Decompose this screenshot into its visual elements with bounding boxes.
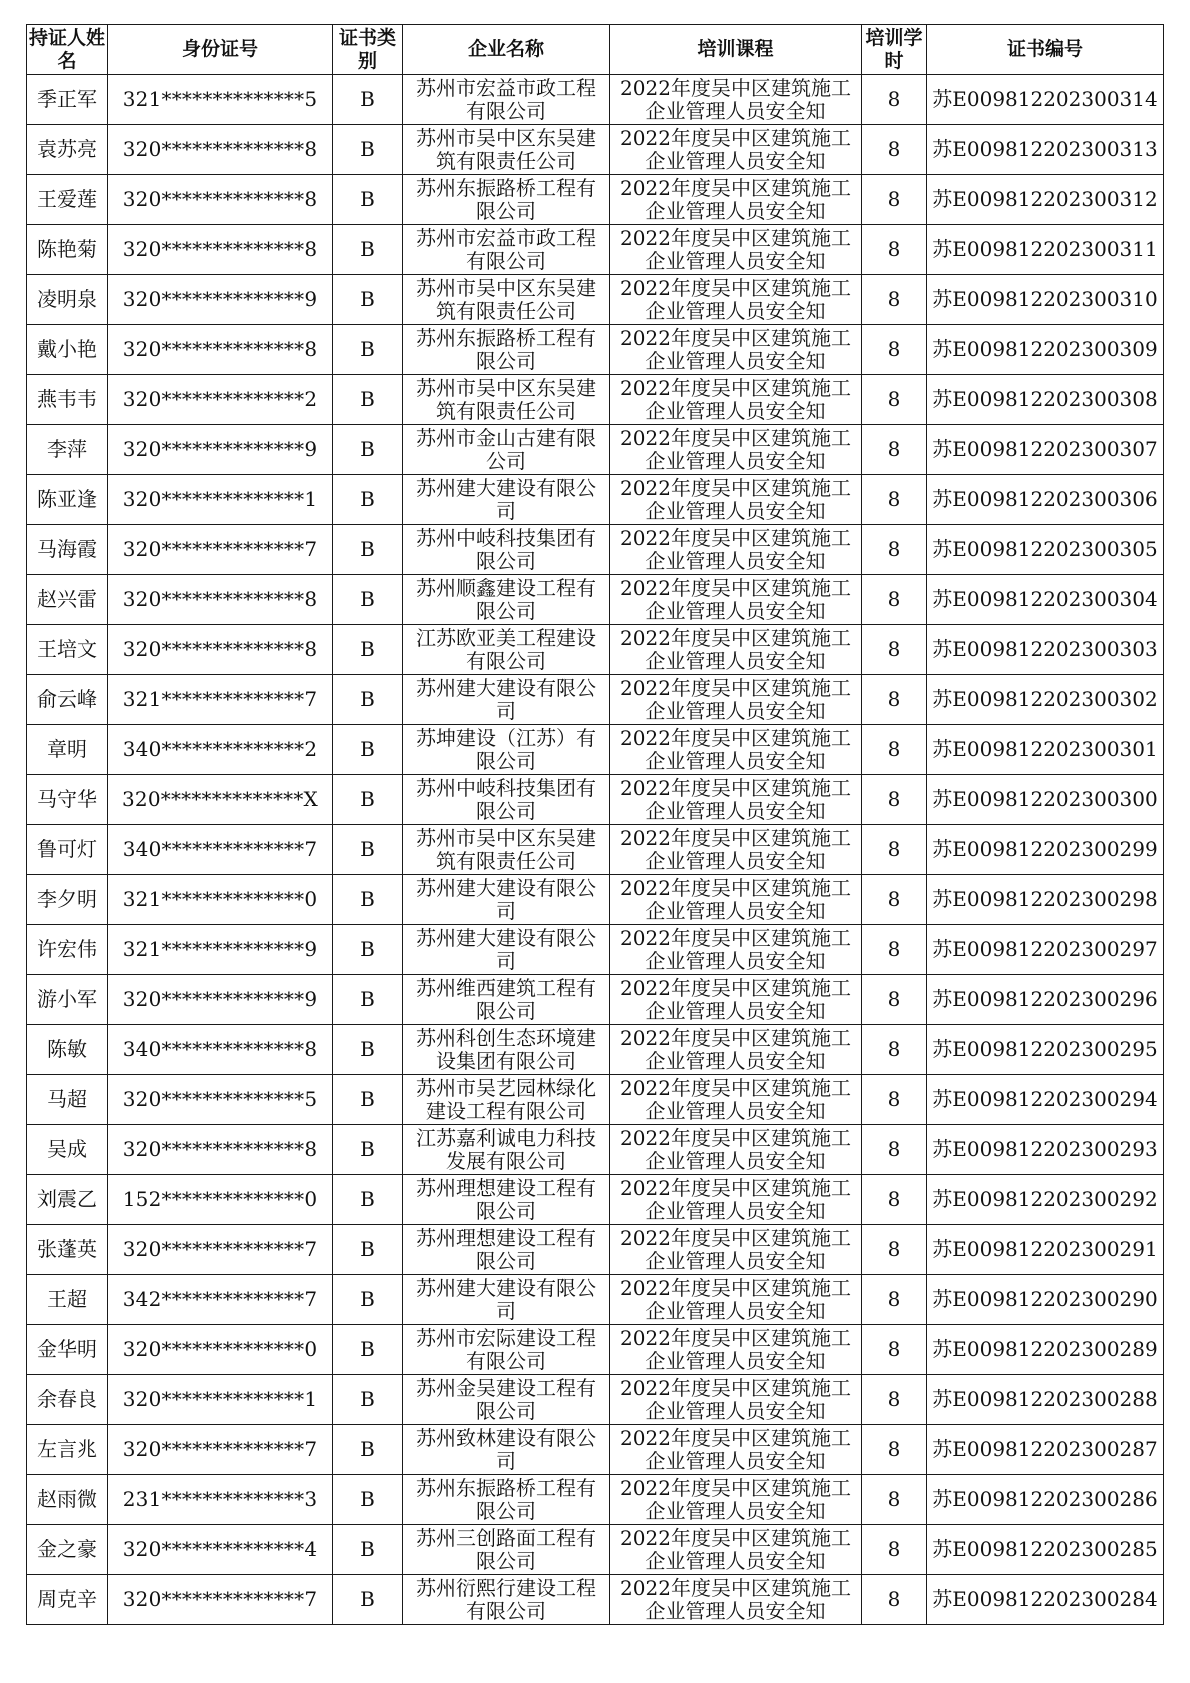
cell-company: 苏州市吴中区东吴建筑有限责任公司 — [403, 825, 610, 875]
cell-hours: 8 — [862, 475, 927, 525]
cell-company: 苏州顺鑫建设工程有限公司 — [403, 575, 610, 625]
cell-company: 苏州市宏益市政工程有限公司 — [403, 75, 610, 125]
cell-course: 2022年度吴中区建筑施工企业管理人员安全知 — [610, 225, 862, 275]
cell-company: 苏州建大建设有限公司 — [403, 925, 610, 975]
header-cert-number: 证书编号 — [927, 25, 1164, 75]
table-row — [27, 1525, 1164, 1575]
cell-category: B — [333, 125, 403, 175]
cell-course: 2022年度吴中区建筑施工企业管理人员安全知 — [610, 425, 862, 475]
cell-name: 季正军 — [27, 75, 108, 125]
cell-name: 王培文 — [27, 625, 108, 675]
cell-id-number: 320**************9 — [108, 425, 333, 475]
cell-category: B — [333, 1025, 403, 1075]
cell-name: 余春良 — [27, 1375, 108, 1425]
cell-category: B — [333, 1275, 403, 1325]
cell-hours: 8 — [862, 675, 927, 725]
table-row — [27, 1225, 1164, 1275]
cell-company: 苏州东振路桥工程有限公司 — [403, 1475, 610, 1525]
cell-hours: 8 — [862, 775, 927, 825]
certificate-table — [26, 24, 1164, 1625]
cell-cert-number: 苏E009812202300304 — [927, 575, 1164, 625]
table-row — [27, 425, 1164, 475]
cell-name: 戴小艳 — [27, 325, 108, 375]
cell-id-number: 320**************8 — [108, 625, 333, 675]
cell-company: 苏州金吴建设工程有限公司 — [403, 1375, 610, 1425]
cell-course: 2022年度吴中区建筑施工企业管理人员安全知 — [610, 675, 862, 725]
cell-company: 苏州市吴中区东吴建筑有限责任公司 — [403, 275, 610, 325]
cell-hours: 8 — [862, 725, 927, 775]
table-row — [27, 925, 1164, 975]
cell-hours: 8 — [862, 1225, 927, 1275]
cell-category: B — [333, 1575, 403, 1625]
table-row — [27, 1175, 1164, 1225]
cell-id-number: 320**************1 — [108, 1375, 333, 1425]
cell-name: 凌明泉 — [27, 275, 108, 325]
cell-course: 2022年度吴中区建筑施工企业管理人员安全知 — [610, 475, 862, 525]
cell-category: B — [333, 775, 403, 825]
cell-course: 2022年度吴中区建筑施工企业管理人员安全知 — [610, 575, 862, 625]
cell-company: 苏州市金山古建有限公司 — [403, 425, 610, 475]
cell-cert-number: 苏E009812202300296 — [927, 975, 1164, 1025]
cell-hours: 8 — [862, 175, 927, 225]
cell-category: B — [333, 1125, 403, 1175]
cell-hours: 8 — [862, 425, 927, 475]
cell-id-number: 320**************7 — [108, 525, 333, 575]
cell-company: 苏州科创生态环境建设集团有限公司 — [403, 1025, 610, 1075]
cell-hours: 8 — [862, 125, 927, 175]
cell-course: 2022年度吴中区建筑施工企业管理人员安全知 — [610, 275, 862, 325]
cell-company: 苏州中岐科技集团有限公司 — [403, 775, 610, 825]
cell-course: 2022年度吴中区建筑施工企业管理人员安全知 — [610, 75, 862, 125]
cell-hours: 8 — [862, 575, 927, 625]
cell-course: 2022年度吴中区建筑施工企业管理人员安全知 — [610, 1425, 862, 1475]
cell-name: 章明 — [27, 725, 108, 775]
cell-company: 苏州东振路桥工程有限公司 — [403, 175, 610, 225]
cell-name: 金华明 — [27, 1325, 108, 1375]
cell-name: 金之豪 — [27, 1525, 108, 1575]
cell-category: B — [333, 425, 403, 475]
cell-course: 2022年度吴中区建筑施工企业管理人员安全知 — [610, 1225, 862, 1275]
cell-company: 苏州东振路桥工程有限公司 — [403, 325, 610, 375]
cell-id-number: 342**************7 — [108, 1275, 333, 1325]
cell-company: 苏州理想建设工程有限公司 — [403, 1175, 610, 1225]
cell-cert-number: 苏E009812202300284 — [927, 1575, 1164, 1625]
cell-category: B — [333, 975, 403, 1025]
table-row — [27, 1375, 1164, 1425]
cell-category: B — [333, 575, 403, 625]
cell-cert-number: 苏E009812202300314 — [927, 75, 1164, 125]
header-row — [27, 25, 1164, 75]
cell-course: 2022年度吴中区建筑施工企业管理人员安全知 — [610, 775, 862, 825]
cell-name: 王超 — [27, 1275, 108, 1325]
table-row — [27, 125, 1164, 175]
table-row — [27, 675, 1164, 725]
cell-hours: 8 — [862, 225, 927, 275]
cell-id-number: 340**************8 — [108, 1025, 333, 1075]
cell-id-number: 320**************7 — [108, 1225, 333, 1275]
cell-category: B — [333, 925, 403, 975]
cell-category: B — [333, 175, 403, 225]
cell-cert-number: 苏E009812202300298 — [927, 875, 1164, 925]
cell-name: 许宏伟 — [27, 925, 108, 975]
cell-hours: 8 — [862, 1375, 927, 1425]
cell-id-number: 320**************1 — [108, 475, 333, 525]
cell-cert-number: 苏E009812202300306 — [927, 475, 1164, 525]
cell-hours: 8 — [862, 275, 927, 325]
cell-company: 苏州市吴中区东吴建筑有限责任公司 — [403, 125, 610, 175]
cell-hours: 8 — [862, 825, 927, 875]
cell-id-number: 321**************7 — [108, 675, 333, 725]
cell-name: 燕韦韦 — [27, 375, 108, 425]
cell-cert-number: 苏E009812202300286 — [927, 1475, 1164, 1525]
cell-category: B — [333, 475, 403, 525]
table-row — [27, 375, 1164, 425]
table-row — [27, 625, 1164, 675]
cell-id-number: 152**************0 — [108, 1175, 333, 1225]
cell-id-number: 340**************2 — [108, 725, 333, 775]
cell-cert-number: 苏E009812202300302 — [927, 675, 1164, 725]
header-company: 企业名称 — [403, 25, 610, 75]
cell-course: 2022年度吴中区建筑施工企业管理人员安全知 — [610, 1275, 862, 1325]
cell-hours: 8 — [862, 325, 927, 375]
cell-category: B — [333, 625, 403, 675]
table-row — [27, 325, 1164, 375]
cell-hours: 8 — [862, 1175, 927, 1225]
header-course: 培训课程 — [610, 25, 862, 75]
cell-category: B — [333, 1525, 403, 1575]
cell-category: B — [333, 225, 403, 275]
cell-course: 2022年度吴中区建筑施工企业管理人员安全知 — [610, 1475, 862, 1525]
cell-hours: 8 — [862, 925, 927, 975]
cell-cert-number: 苏E009812202300308 — [927, 375, 1164, 425]
cell-company: 苏州中岐科技集团有限公司 — [403, 525, 610, 575]
cell-cert-number: 苏E009812202300294 — [927, 1075, 1164, 1125]
table-row — [27, 525, 1164, 575]
table-row — [27, 1575, 1164, 1625]
cell-category: B — [333, 1075, 403, 1125]
table-row — [27, 875, 1164, 925]
cell-name: 左言兆 — [27, 1425, 108, 1475]
cell-cert-number: 苏E009812202300307 — [927, 425, 1164, 475]
cell-course: 2022年度吴中区建筑施工企业管理人员安全知 — [610, 1175, 862, 1225]
cell-name: 李萍 — [27, 425, 108, 475]
cell-course: 2022年度吴中区建筑施工企业管理人员安全知 — [610, 875, 862, 925]
cell-hours: 8 — [862, 1325, 927, 1375]
cell-name: 袁苏亮 — [27, 125, 108, 175]
cell-category: B — [333, 525, 403, 575]
cell-cert-number: 苏E009812202300293 — [927, 1125, 1164, 1175]
table-row — [27, 725, 1164, 775]
cell-company: 苏州建大建设有限公司 — [403, 675, 610, 725]
table-row — [27, 475, 1164, 525]
cell-id-number: 320**************7 — [108, 1575, 333, 1625]
cell-name: 张蓬英 — [27, 1225, 108, 1275]
cell-course: 2022年度吴中区建筑施工企业管理人员安全知 — [610, 1075, 862, 1125]
cell-hours: 8 — [862, 1025, 927, 1075]
cell-id-number: 320**************8 — [108, 325, 333, 375]
cell-course: 2022年度吴中区建筑施工企业管理人员安全知 — [610, 175, 862, 225]
cell-id-number: 320**************4 — [108, 1525, 333, 1575]
table-row — [27, 1475, 1164, 1525]
cell-name: 陈敏 — [27, 1025, 108, 1075]
cell-id-number: 320**************9 — [108, 975, 333, 1025]
cell-category: B — [333, 1325, 403, 1375]
cell-hours: 8 — [862, 975, 927, 1025]
cell-cert-number: 苏E009812202300289 — [927, 1325, 1164, 1375]
table-row — [27, 1275, 1164, 1325]
table-row — [27, 1025, 1164, 1075]
cell-cert-number: 苏E009812202300288 — [927, 1375, 1164, 1425]
cell-id-number: 320**************8 — [108, 175, 333, 225]
cell-name: 俞云峰 — [27, 675, 108, 725]
cell-category: B — [333, 1375, 403, 1425]
cell-name: 王爱莲 — [27, 175, 108, 225]
cell-cert-number: 苏E009812202300300 — [927, 775, 1164, 825]
cell-company: 苏坤建设（江苏）有限公司 — [403, 725, 610, 775]
cell-name: 吴成 — [27, 1125, 108, 1175]
cell-company: 苏州市吴艺园林绿化建设工程有限公司 — [403, 1075, 610, 1125]
cell-category: B — [333, 825, 403, 875]
cell-company: 江苏嘉利诚电力科技发展有限公司 — [403, 1125, 610, 1175]
cell-hours: 8 — [862, 1425, 927, 1475]
cell-name: 鲁可灯 — [27, 825, 108, 875]
table-row — [27, 1325, 1164, 1375]
cell-company: 苏州市宏益市政工程有限公司 — [403, 225, 610, 275]
cell-hours: 8 — [862, 1125, 927, 1175]
table-row — [27, 1425, 1164, 1475]
cell-name: 游小军 — [27, 975, 108, 1025]
cell-cert-number: 苏E009812202300311 — [927, 225, 1164, 275]
cell-company: 江苏欧亚美工程建设有限公司 — [403, 625, 610, 675]
cell-cert-number: 苏E009812202300295 — [927, 1025, 1164, 1075]
table-row — [27, 575, 1164, 625]
cell-name: 马超 — [27, 1075, 108, 1125]
cell-company: 苏州衍熙行建设工程有限公司 — [403, 1575, 610, 1625]
cell-cert-number: 苏E009812202300297 — [927, 925, 1164, 975]
cell-name: 赵雨微 — [27, 1475, 108, 1525]
cell-name: 赵兴雷 — [27, 575, 108, 625]
header-id-number: 身份证号 — [108, 25, 333, 75]
cell-cert-number: 苏E009812202300287 — [927, 1425, 1164, 1475]
cell-course: 2022年度吴中区建筑施工企业管理人员安全知 — [610, 125, 862, 175]
cell-id-number: 320**************7 — [108, 1425, 333, 1475]
header-hours: 培训学时 — [862, 25, 927, 75]
cell-company: 苏州建大建设有限公司 — [403, 475, 610, 525]
table-row — [27, 825, 1164, 875]
cell-company: 苏州理想建设工程有限公司 — [403, 1225, 610, 1275]
table-row — [27, 75, 1164, 125]
cell-course: 2022年度吴中区建筑施工企业管理人员安全知 — [610, 325, 862, 375]
cell-id-number: 320**************X — [108, 775, 333, 825]
cell-company: 苏州致林建设有限公司 — [403, 1425, 610, 1475]
table-body — [27, 75, 1164, 1625]
cell-category: B — [333, 875, 403, 925]
cell-id-number: 320**************8 — [108, 1125, 333, 1175]
cell-hours: 8 — [862, 525, 927, 575]
cell-cert-number: 苏E009812202300290 — [927, 1275, 1164, 1325]
table-row — [27, 275, 1164, 325]
cell-category: B — [333, 1175, 403, 1225]
cell-id-number: 320**************2 — [108, 375, 333, 425]
cell-cert-number: 苏E009812202300291 — [927, 1225, 1164, 1275]
cell-category: B — [333, 675, 403, 725]
cell-category: B — [333, 1475, 403, 1525]
table-row — [27, 975, 1164, 1025]
cell-id-number: 320**************5 — [108, 1075, 333, 1125]
cell-name: 马海霞 — [27, 525, 108, 575]
cell-company: 苏州维西建筑工程有限公司 — [403, 975, 610, 1025]
cell-company: 苏州建大建设有限公司 — [403, 875, 610, 925]
header-category: 证书类别 — [333, 25, 403, 75]
cell-category: B — [333, 725, 403, 775]
cell-cert-number: 苏E009812202300303 — [927, 625, 1164, 675]
cell-name: 李夕明 — [27, 875, 108, 925]
cell-name: 陈亚逢 — [27, 475, 108, 525]
cell-company: 苏州建大建设有限公司 — [403, 1275, 610, 1325]
cell-name: 陈艳菊 — [27, 225, 108, 275]
cell-id-number: 231**************3 — [108, 1475, 333, 1525]
cell-hours: 8 — [862, 1575, 927, 1625]
cell-name: 刘震乙 — [27, 1175, 108, 1225]
cell-id-number: 340**************7 — [108, 825, 333, 875]
cell-cert-number: 苏E009812202300305 — [927, 525, 1164, 575]
cell-id-number: 320**************8 — [108, 225, 333, 275]
cell-course: 2022年度吴中区建筑施工企业管理人员安全知 — [610, 375, 862, 425]
cell-cert-number: 苏E009812202300313 — [927, 125, 1164, 175]
cell-id-number: 320**************8 — [108, 125, 333, 175]
cell-company: 苏州市宏际建设工程有限公司 — [403, 1325, 610, 1375]
cell-hours: 8 — [862, 625, 927, 675]
cell-id-number: 321**************5 — [108, 75, 333, 125]
cell-course: 2022年度吴中区建筑施工企业管理人员安全知 — [610, 1575, 862, 1625]
cell-course: 2022年度吴中区建筑施工企业管理人员安全知 — [610, 1325, 862, 1375]
cell-cert-number: 苏E009812202300285 — [927, 1525, 1164, 1575]
table-row — [27, 1125, 1164, 1175]
cell-hours: 8 — [862, 375, 927, 425]
cell-course: 2022年度吴中区建筑施工企业管理人员安全知 — [610, 1525, 862, 1575]
cell-id-number: 320**************0 — [108, 1325, 333, 1375]
table-row — [27, 225, 1164, 275]
cell-cert-number: 苏E009812202300310 — [927, 275, 1164, 325]
cell-course: 2022年度吴中区建筑施工企业管理人员安全知 — [610, 825, 862, 875]
cell-cert-number: 苏E009812202300299 — [927, 825, 1164, 875]
cell-course: 2022年度吴中区建筑施工企业管理人员安全知 — [610, 975, 862, 1025]
cell-company: 苏州市吴中区东吴建筑有限责任公司 — [403, 375, 610, 425]
cell-category: B — [333, 1425, 403, 1475]
cell-cert-number: 苏E009812202300301 — [927, 725, 1164, 775]
cell-course: 2022年度吴中区建筑施工企业管理人员安全知 — [610, 1375, 862, 1425]
cell-company: 苏州三创路面工程有限公司 — [403, 1525, 610, 1575]
cell-course: 2022年度吴中区建筑施工企业管理人员安全知 — [610, 1125, 862, 1175]
cell-category: B — [333, 325, 403, 375]
cell-course: 2022年度吴中区建筑施工企业管理人员安全知 — [610, 925, 862, 975]
cell-id-number: 320**************8 — [108, 575, 333, 625]
cell-hours: 8 — [862, 1275, 927, 1325]
cell-id-number: 321**************9 — [108, 925, 333, 975]
cell-cert-number: 苏E009812202300312 — [927, 175, 1164, 225]
cell-id-number: 321**************0 — [108, 875, 333, 925]
cell-hours: 8 — [862, 1525, 927, 1575]
cell-course: 2022年度吴中区建筑施工企业管理人员安全知 — [610, 525, 862, 575]
cell-hours: 8 — [862, 75, 927, 125]
table-row — [27, 175, 1164, 225]
cell-category: B — [333, 75, 403, 125]
cell-course: 2022年度吴中区建筑施工企业管理人员安全知 — [610, 1025, 862, 1075]
cell-category: B — [333, 275, 403, 325]
cell-course: 2022年度吴中区建筑施工企业管理人员安全知 — [610, 725, 862, 775]
table-row — [27, 1075, 1164, 1125]
cell-course: 2022年度吴中区建筑施工企业管理人员安全知 — [610, 625, 862, 675]
header-name: 持证人姓名 — [27, 25, 108, 75]
cell-cert-number: 苏E009812202300292 — [927, 1175, 1164, 1225]
table-row — [27, 775, 1164, 825]
cell-hours: 8 — [862, 1475, 927, 1525]
cell-name: 周克辛 — [27, 1575, 108, 1625]
cell-name: 马守华 — [27, 775, 108, 825]
cell-category: B — [333, 375, 403, 425]
cell-category: B — [333, 1225, 403, 1275]
cell-hours: 8 — [862, 1075, 927, 1125]
cell-id-number: 320**************9 — [108, 275, 333, 325]
cell-hours: 8 — [862, 875, 927, 925]
cell-cert-number: 苏E009812202300309 — [927, 325, 1164, 375]
